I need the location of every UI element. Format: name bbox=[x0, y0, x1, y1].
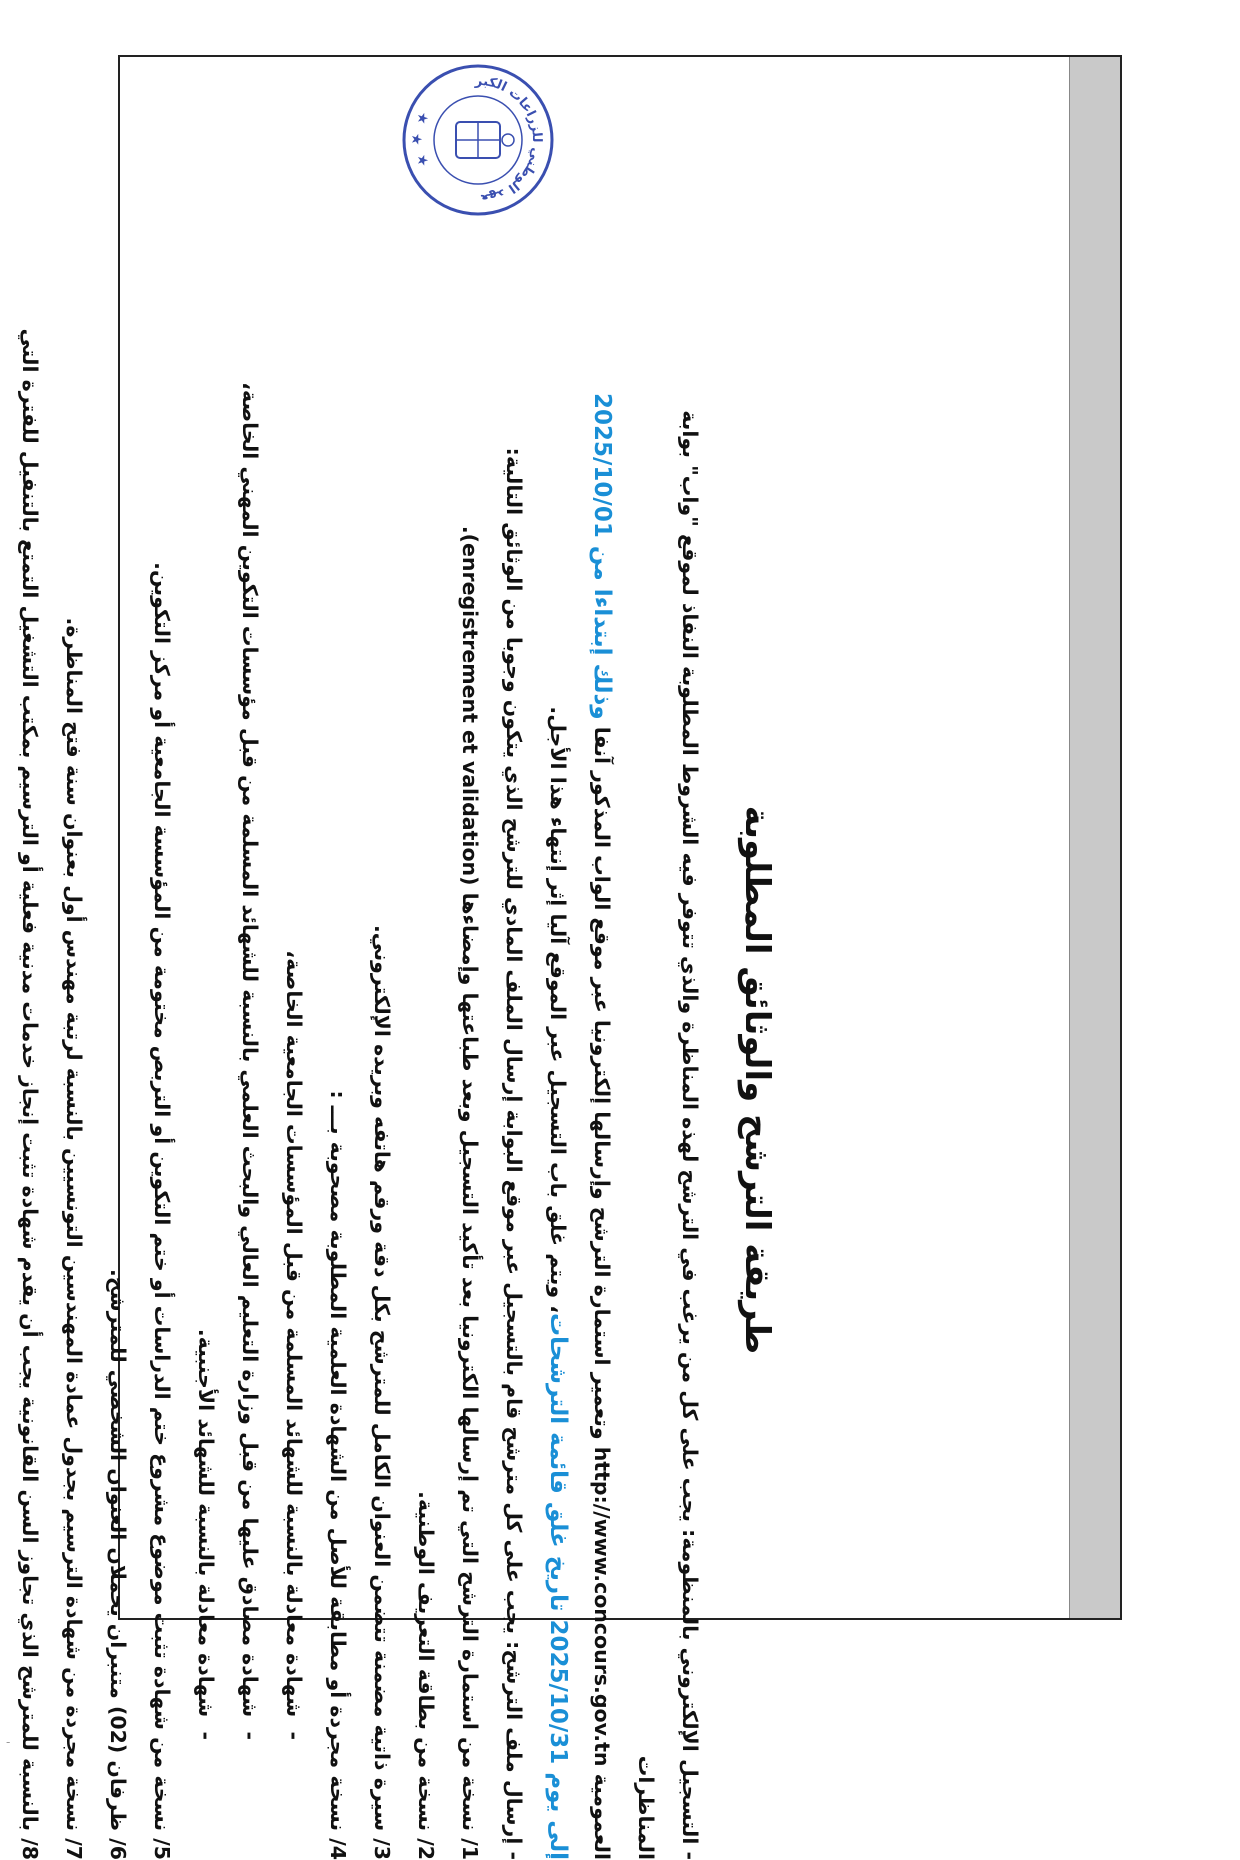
intro-paragraph bbox=[536, 300, 712, 1860]
list-item-2: 2/ نسخة من بطاقة التعريف الوطنية. bbox=[414, 1491, 438, 1860]
intro-text-2b: وتعمير استمارة الترشح وإرسالها إلكترونيا عبر موقع الواب المذكور آنفا bbox=[590, 719, 614, 1447]
list-item-7: 7/ نسخة مجردة من شهادة الترسيم بجدول عمادة المهندسين التونسيين بالنسبة لرتبة مهندس أول بعنوان سنة فتح المناظرة. bbox=[62, 617, 86, 1860]
sub-item-3: - شهادة معادلة بالنسبة للشهائد الأجنبية. bbox=[194, 1328, 218, 1740]
sub-item-1-text: شهادة معادلة بالنسبة للشهائد المسلمة من قبل المؤسسات الجامعية الخاصة، bbox=[282, 950, 306, 1718]
sub-item-2: - شهادة مصادق عليها من قبل وزارة التعليم العالي والبحث العلمي بالنسبة للشهائد المسلمة من قبل مؤسسات التكوين المهني الخاصة، bbox=[238, 382, 262, 1740]
intro-text-2a: العمومية bbox=[590, 1766, 614, 1860]
institution-stamp bbox=[398, 60, 558, 220]
list-item-8: 8/ بالنسبة للمترشح الذي تجاوز السن القانونية يجب أن يقدم شهادة تثبت إنجاز خدمات مدنية فعلية أو الترسيم بمكتب التشغيل التمتع بالتنفيل للفترة التي bbox=[18, 328, 42, 1860]
page-title: طريقة الترشح والوثائق المطلوبة bbox=[737, 805, 777, 1355]
open-date-highlight: وذلك إبتداءا من 2025/10/01 bbox=[589, 393, 615, 720]
sub-item-3-text: شهادة معادلة بالنسبة للشهائد الأجنبية. bbox=[194, 1328, 218, 1718]
stamp-seal-icon bbox=[398, 60, 558, 220]
document-content bbox=[0, 300, 790, 1860]
stamp-text: عهد الوطني للزراعات الكبر bbox=[474, 73, 545, 206]
title-band bbox=[1069, 57, 1120, 1618]
intro-text-3: ، ويتم غلق باب التسجيل عبر الموقع آليا إثر إنتهاء هذا الأجل. bbox=[546, 706, 570, 1313]
send-note: - إرسال ملف الترشح: يجب على كل مترشح قام بالتسجيل عبر موقع البوابة إرسال الملف المادي للترشح الذي يتكون وجوبا من الوثائق التالية: bbox=[502, 447, 526, 1860]
document-frame bbox=[18, 55, 1122, 1860]
sub-item-2-text: شهادة مصادق عليها من قبل وزارة التعليم العالي والبحث العلمي بالنسبة للشهائد المسلمة من قبل مؤسسات التكوين المهني الخاصة، bbox=[238, 382, 262, 1718]
intro-text-1: - التسجيل الإلكتروني بالمنظومة: يجب على كل من يرغب في الترشح لهذه المناظرة والذي تتوفر فيه الشروط المطلوبة النفاذ لموقع "واب" بوابة المناظرات bbox=[634, 410, 702, 1860]
sub-item-1: - شهادة معادلة بالنسبة للشهائد المسلمة من قبل المؤسسات الجامعية الخاصة، bbox=[282, 950, 306, 1740]
svg-text:★: ★ bbox=[414, 112, 430, 125]
list-item-5: 5/ نسخة من شهادة تثبت موضوع مشروع ختم الدراسات أو ختم التكوين أو التربص مختومة من المؤسسة الجامعية أو مركز التكوين. bbox=[150, 562, 174, 1860]
portal-url[interactable]: http://www.concours.gov.tn bbox=[590, 1446, 614, 1767]
svg-text:المعهد الوطني للزراعات الكبرى bbox=[474, 60, 558, 206]
svg-text:★: ★ bbox=[414, 154, 430, 167]
close-date-highlight: إلى يوم 2025/10/31 تاريخ غلق قائمة الترشحات bbox=[545, 1313, 571, 1860]
list-item-1: 1/ نسخة من استمارة الترشح التي تم إرسالها الكترونيا بعد تأكيد التسجيل وبعد طباعتها وإمضاءها (enregistrement et validation). bbox=[458, 525, 482, 1860]
svg-text:★: ★ bbox=[408, 133, 424, 146]
list-item-3: 3/ سيرة ذاتية مضمنة تتضمن العنوان الكامل للمترشح بكل دقة ورقم هاتفه وبريده الإلكتروني. bbox=[370, 924, 394, 1860]
list-item-6: 6/ ظرفان (02) متنبران يحملان العنوان الشخصي للمترشح. bbox=[106, 1268, 130, 1860]
list-item-4: 4/ نسخة مجردة أو مطابقة للأصل من الشهادة العلمية المطلوبة مصحوبة بـــ : bbox=[326, 1090, 350, 1860]
page-mark: - bbox=[6, 1735, 11, 1749]
